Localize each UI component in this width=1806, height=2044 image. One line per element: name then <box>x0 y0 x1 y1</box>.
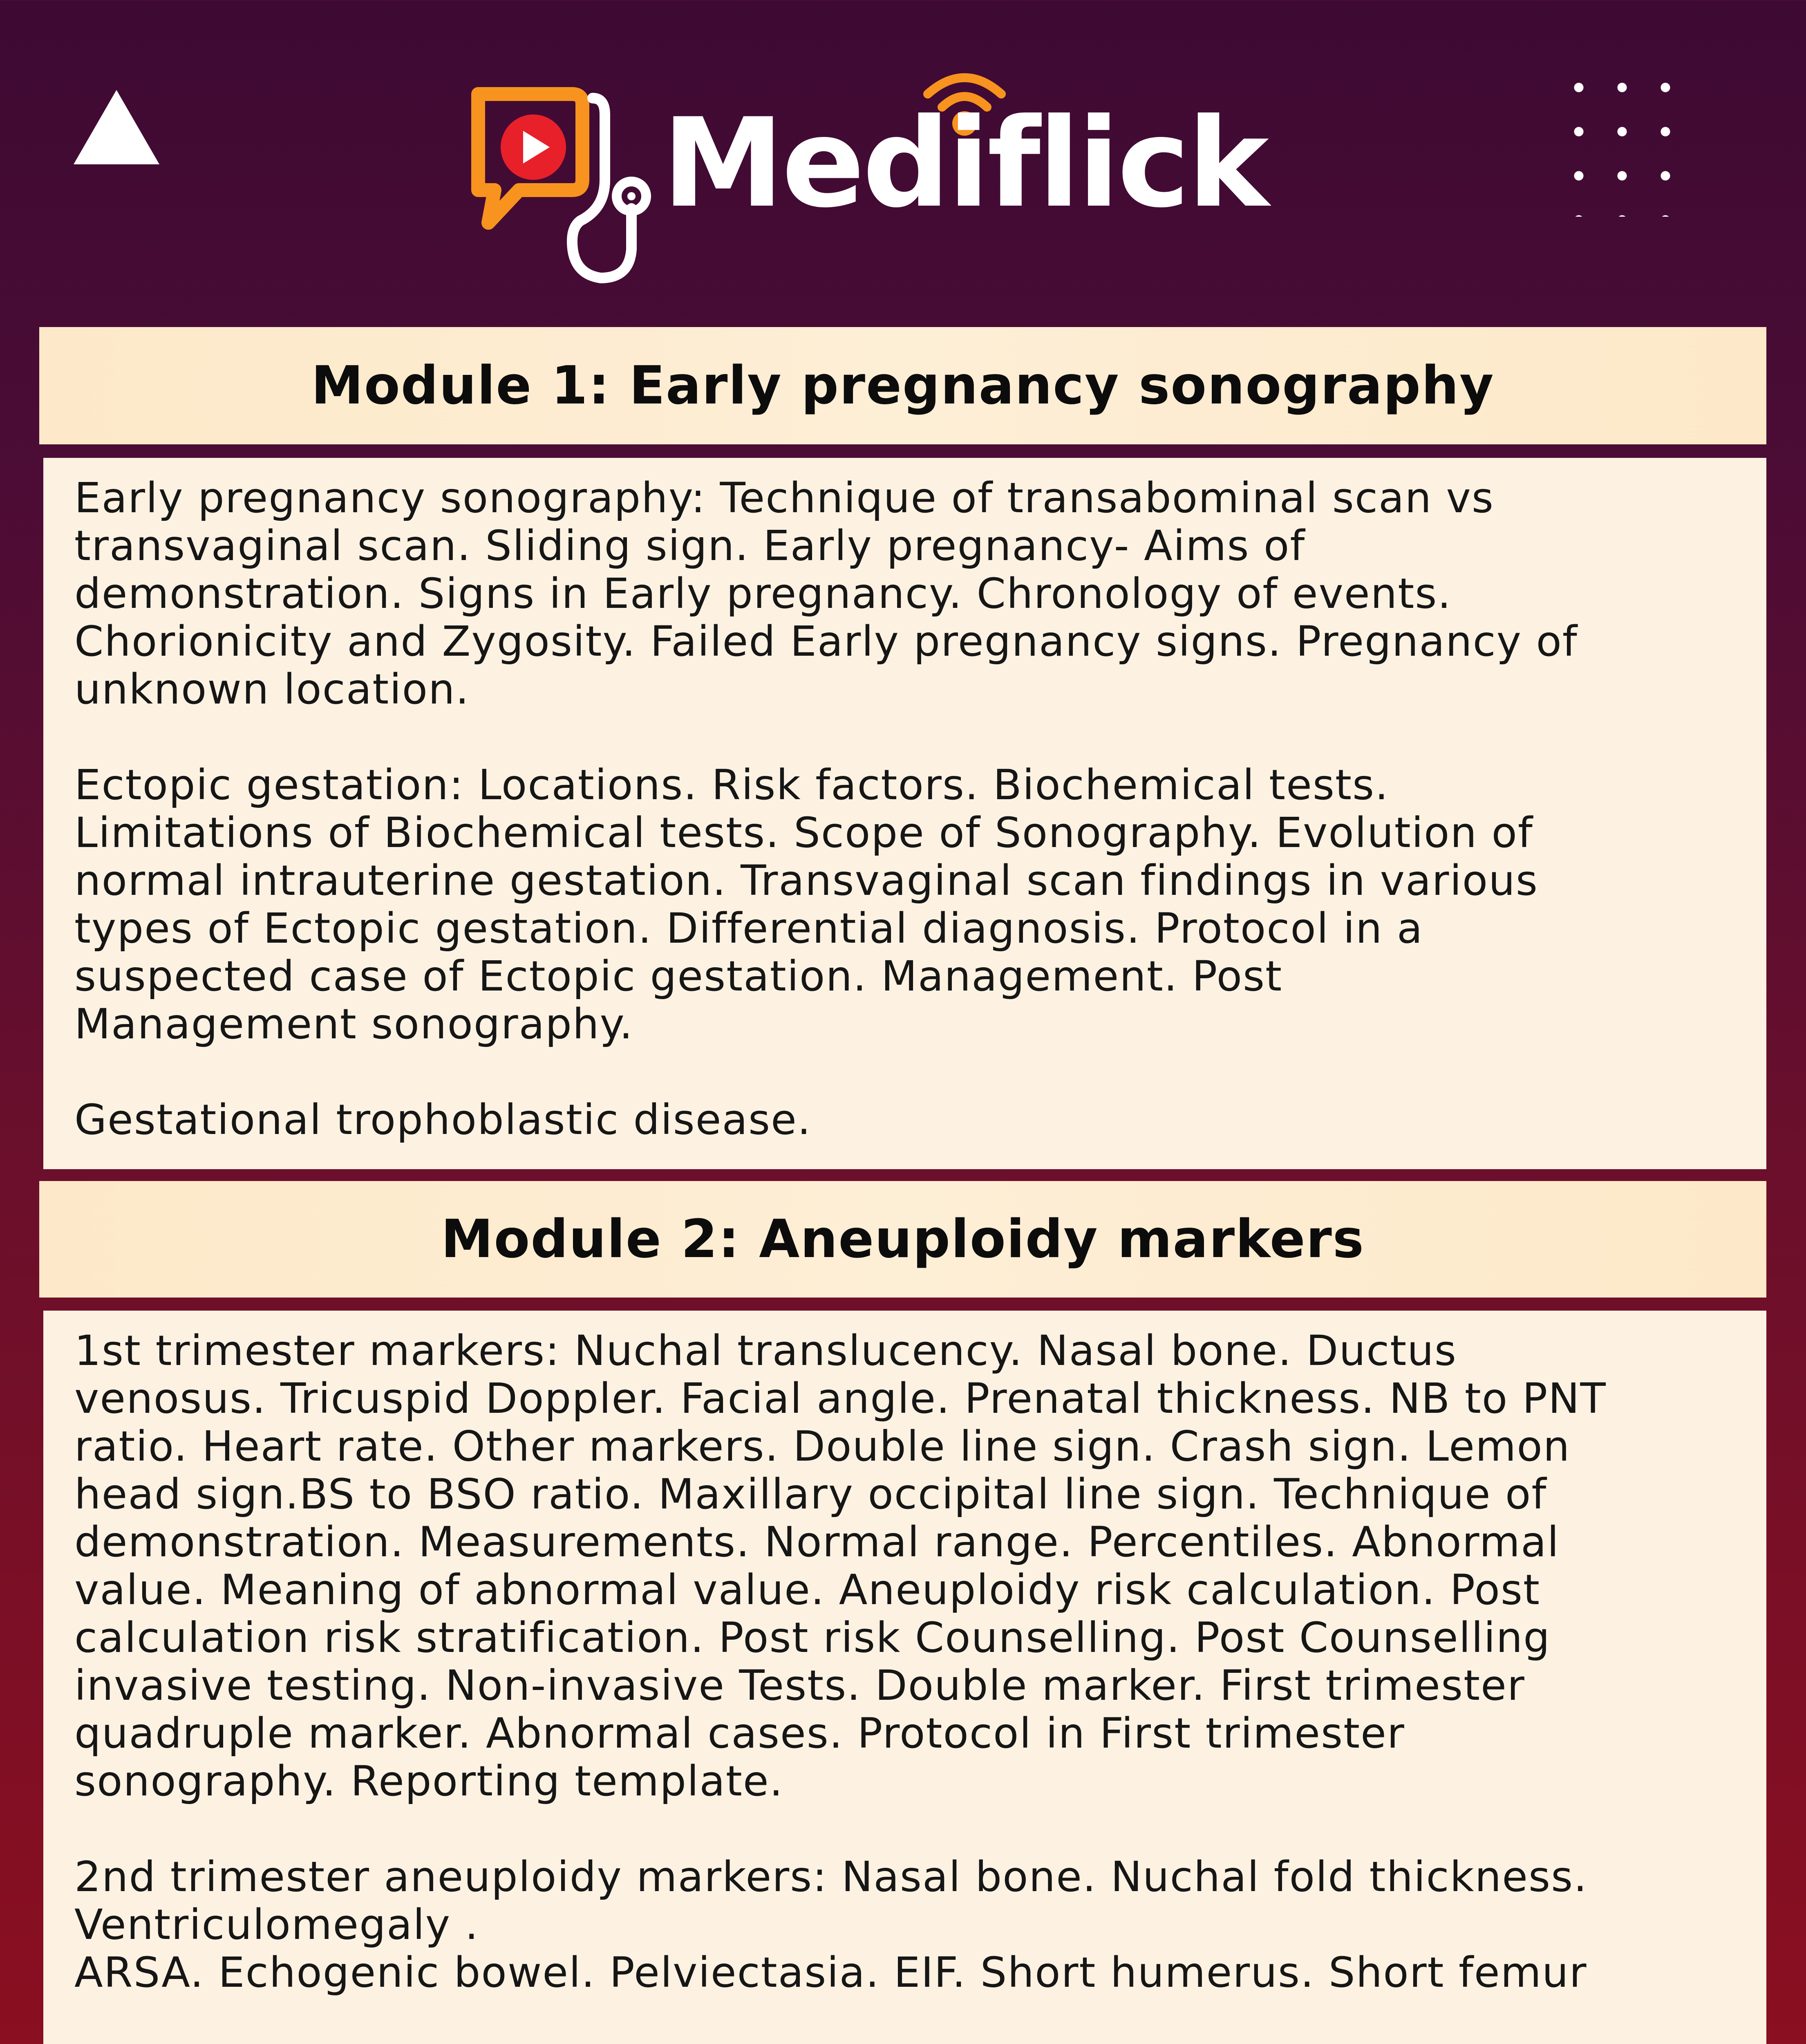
module-1-title: Module 1: Early pregnancy sonography <box>311 355 1495 416</box>
dot-grid-decoration <box>1557 65 1688 217</box>
module-1-paragraph: Gestational trophoblastic disease. <box>74 1096 812 1144</box>
module-2-paragraph: 1st trimester markers: Nuchal translucency. Nasal bone. Ductus venosus. Tricuspid Doppler. Facial angle. Prenatal thickness. NB to PNT ratio. Heart rate. Other markers. Double line sign. Crash sign. Lemon head sign.BS to BSO ratio. Maxillary occipital line sign. Technique of demonstration. Measurements. Normal range. Percentiles. Abnormal value. Meaning of abnormal value. Aneuploidy risk calculation. Post calculation risk stratification. Post risk Counselling. Post Counselling invasive testing. Non-invasive Tests. Double marker. First trimester quadruple marker. Abnormal cases. Protocol in First trimester sonography. Reporting template. <box>74 1327 1607 1806</box>
module-2-body <box>43 1311 1766 2044</box>
module-1-body <box>43 458 1766 1169</box>
brand-logo <box>470 61 1271 290</box>
module-2-paragraph: 2nd trimester aneuploidy markers: Nasal bone. Nuchal fold thickness. Ventriculomegaly . ARSA. Echogenic bowel. Pelviectasia. EIF. Short humerus. Short femur <box>74 1853 1588 1997</box>
brand-name: Mediflick <box>662 92 1267 235</box>
video-stethoscope-icon <box>470 86 662 290</box>
module-1-paragraph: Early pregnancy sonography: Technique of transabominal scan vs transvaginal scan. Sliding sign. Early pregnancy- Aims of demonstration. Signs in Early pregnancy. Chronology of events. Chorionicity and Zygosity. Failed Early pregnancy signs. Pregnancy of unknown location. <box>74 474 1578 714</box>
module-1-paragraph: Ectopic gestation: Locations. Risk factors. Biochemical tests. Limitations of Biochemical tests. Scope of Sonography. Evolution of normal intrauterine gestation. Transvaginal scan findings in various types of Ectopic gestation. Differential diagnosis. Protocol in a suspected case of Ectopic gestation. Management. Post Management sonography. <box>74 761 1538 1049</box>
triangle-icon <box>74 90 159 164</box>
module-2-header <box>39 1181 1766 1298</box>
module-1-header <box>39 327 1766 444</box>
module-2-title: Module 2: Aneuploidy markers <box>441 1209 1365 1270</box>
